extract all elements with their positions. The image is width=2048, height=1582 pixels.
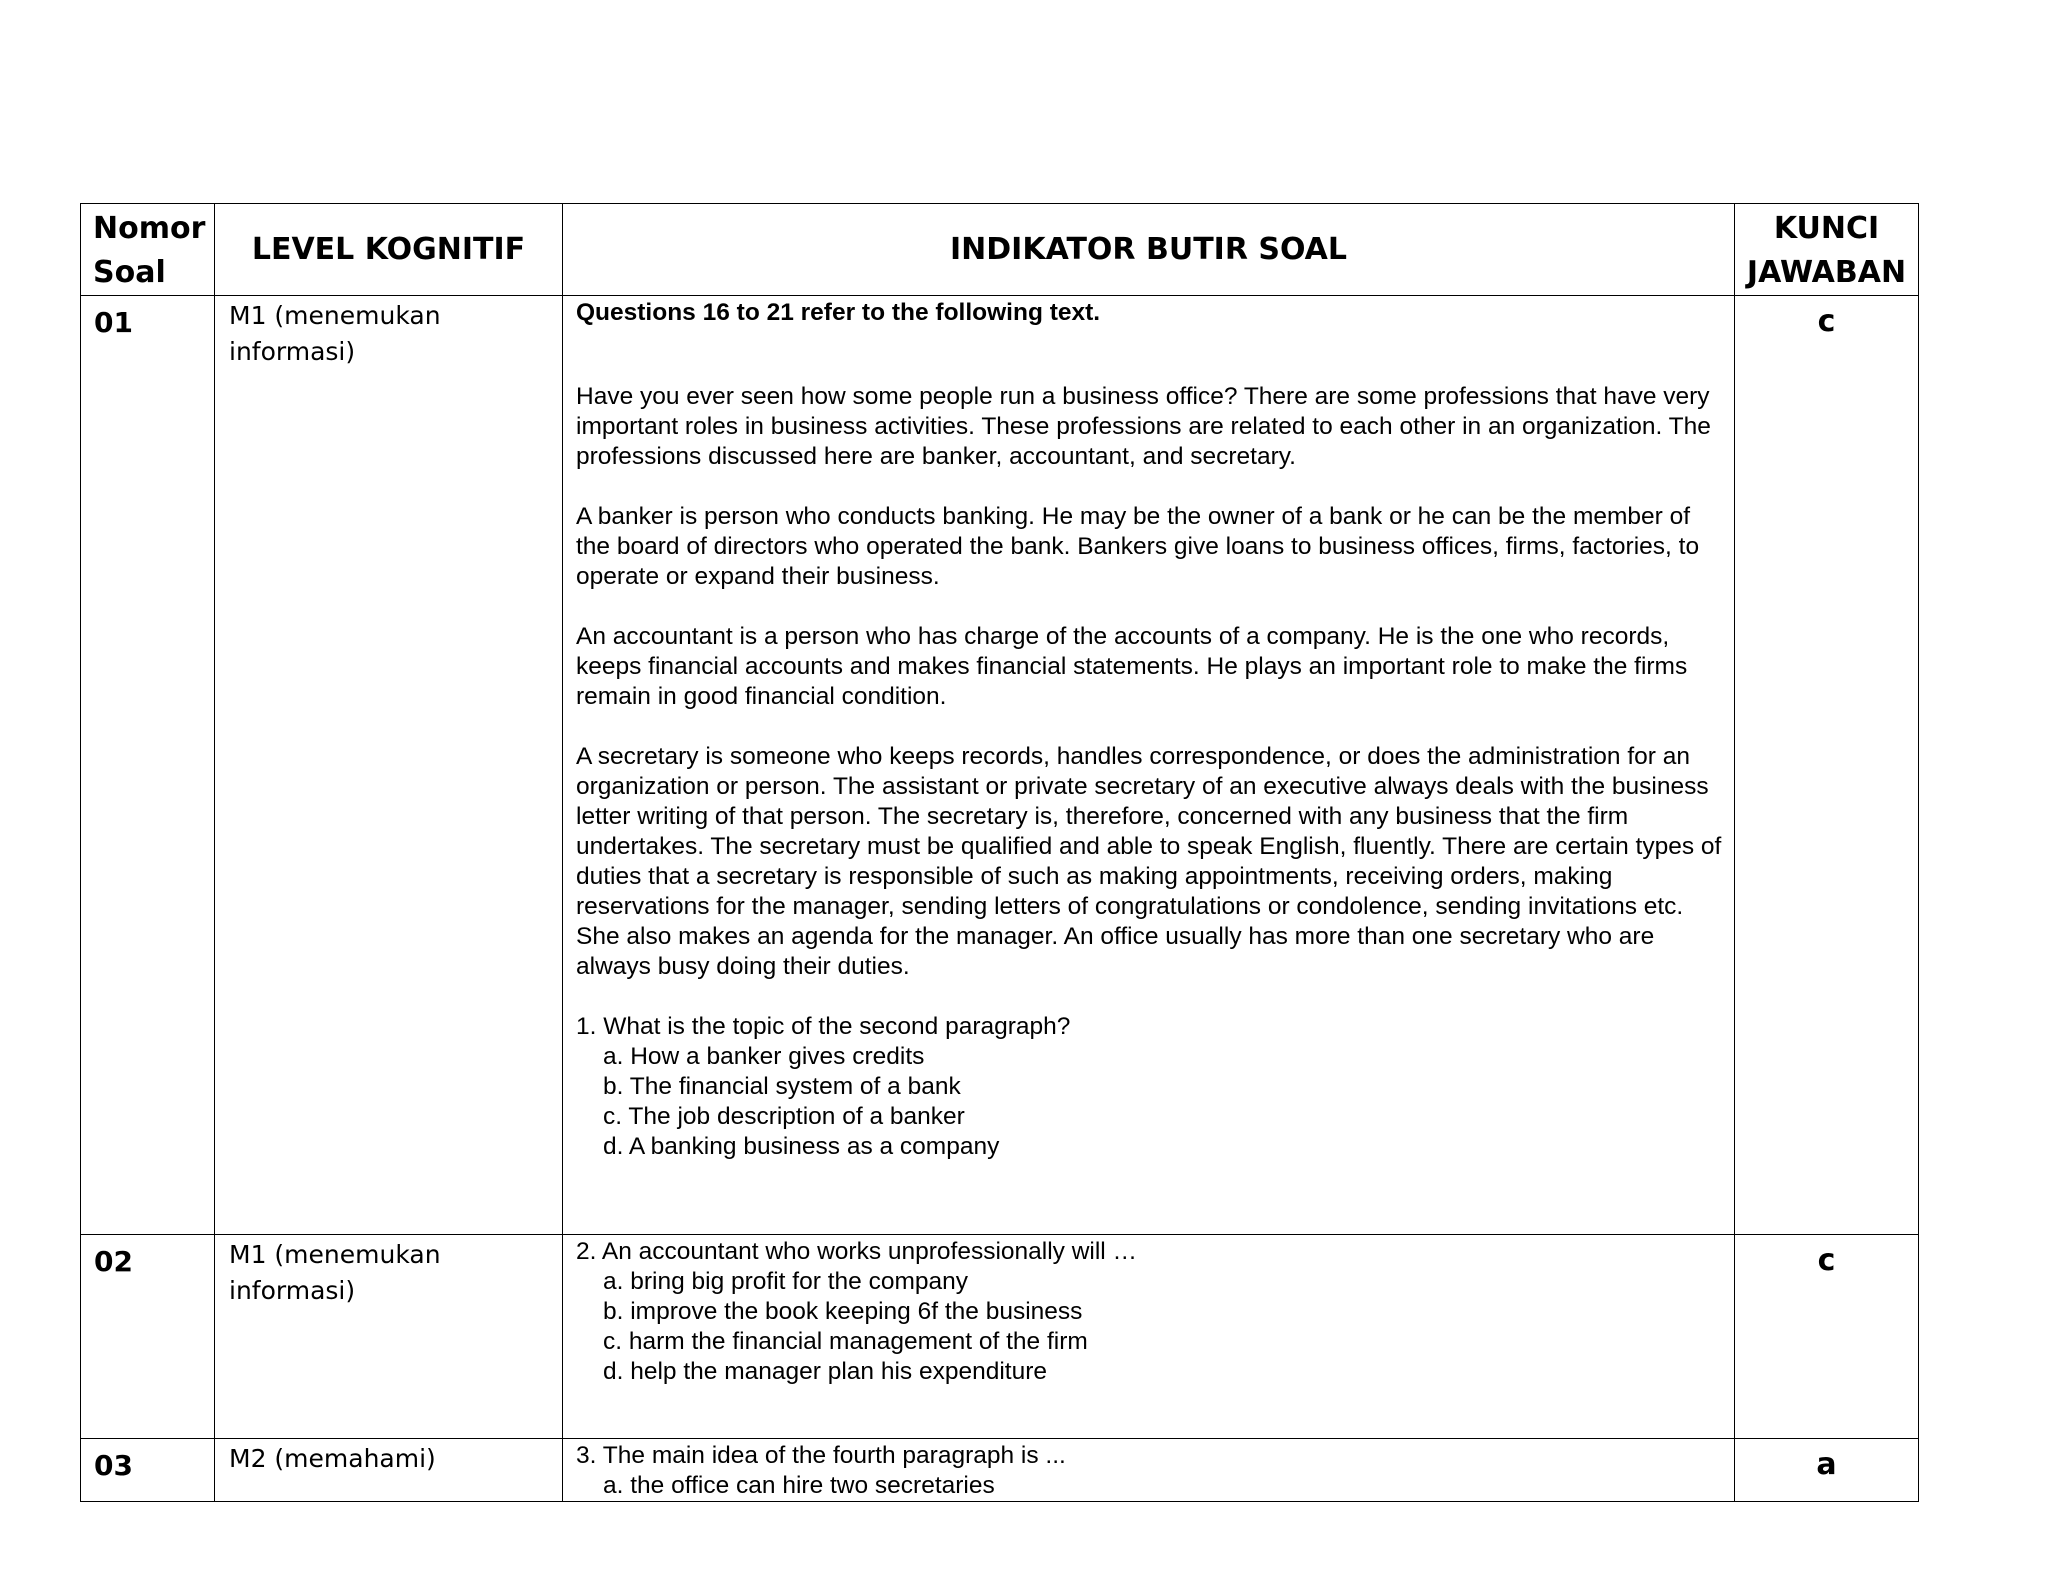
answer-option-a: a. the office can hire two secretaries <box>603 1472 995 1499</box>
passage-paragraph-4: A secretary is someone who keeps records, handles correspondence, or does the administration for an organization or person. The assistant or private secretary of an executive always deals with the business letter writing of that person. The secretary is, therefore, concerned with any business that the firm undertakes. The secretary must be qualified and able to speak English, fluently. There are certain types of duties that a secretary is responsible of such as making appointments, receiving orders, making reservations for the manager, sending letters of congratulations or condolence, sending invitations etc. She also makes an agenda for the manager. An office usually has more than one secretary who are always busy doing their duties. <box>576 743 1722 980</box>
question-indicator <box>563 1439 1735 1502</box>
passage-title: Questions 16 to 21 refer to the following text. <box>576 299 1101 326</box>
answer-key-table <box>80 203 1919 1502</box>
question-indicator <box>563 1235 1735 1439</box>
answer-option-d: d. help the manager plan his expenditure <box>603 1358 1048 1385</box>
question-number: 02 <box>81 1235 215 1439</box>
question-stem: 1. What is the topic of the second paragraph? <box>576 1013 1071 1040</box>
answer-option-b: b. The financial system of a bank <box>603 1073 961 1100</box>
header-row <box>81 204 1919 296</box>
answer-option-a: a. How a banker gives credits <box>603 1043 925 1070</box>
table-row-03 <box>81 1439 1919 1502</box>
question-number: 03 <box>81 1439 215 1502</box>
question-number: 01 <box>81 296 215 1235</box>
answer-option-b: b. improve the book keeping 6f the business <box>603 1298 1083 1325</box>
answer-key: a <box>1735 1439 1919 1502</box>
answer-key: c <box>1735 296 1919 1235</box>
answer-option-d: d. A banking business as a company <box>603 1133 1000 1160</box>
header-kunci-jawaban: KUNCI JAWABAN <box>1735 204 1919 296</box>
answer-option-c: c. harm the financial management of the firm <box>603 1328 1088 1355</box>
passage-paragraph-2: A banker is person who conducts banking. He may be the owner of a bank or he can be the member of the board of directors who operated the bank. Bankers give loans to business offices, firms, factories, to operate or expand their business. <box>576 503 1700 590</box>
header-indikator-butir-soal: INDIKATOR BUTIR SOAL <box>563 204 1735 296</box>
header-nomor-soal: Nomor Soal <box>81 204 215 296</box>
question-stem: 2. An accountant who works unprofessionally will … <box>576 1238 1138 1265</box>
cognitive-level: M1 (menemukan informasi) <box>215 1235 563 1439</box>
passage-paragraph-1: Have you ever seen how some people run a business office? There are some professions that have very important roles in business activities. These professions are related to each other in an organization. The professions discussed here are banker, accountant, and secretary. <box>576 383 1711 470</box>
question-indicator <box>563 296 1735 1235</box>
answer-key: c <box>1735 1235 1919 1439</box>
cognitive-level: M1 (menemukan informasi) <box>215 296 563 1235</box>
table-row-01 <box>81 296 1919 1235</box>
table-row-02 <box>81 1235 1919 1439</box>
answer-option-c: c. The job description of a banker <box>603 1103 965 1130</box>
passage-paragraph-3: An accountant is a person who has charge of the accounts of a company. He is the one who records, keeps financial accounts and makes financial statements. He plays an important role to make the firms remain in good financial condition. <box>576 623 1688 710</box>
answer-option-a: a. bring big profit for the company <box>603 1268 968 1295</box>
question-stem: 3. The main idea of the fourth paragraph is ... <box>576 1442 1066 1469</box>
cognitive-level: M2 (memahami) <box>215 1439 563 1502</box>
header-level-kognitif: LEVEL KOGNITIF <box>215 204 563 296</box>
